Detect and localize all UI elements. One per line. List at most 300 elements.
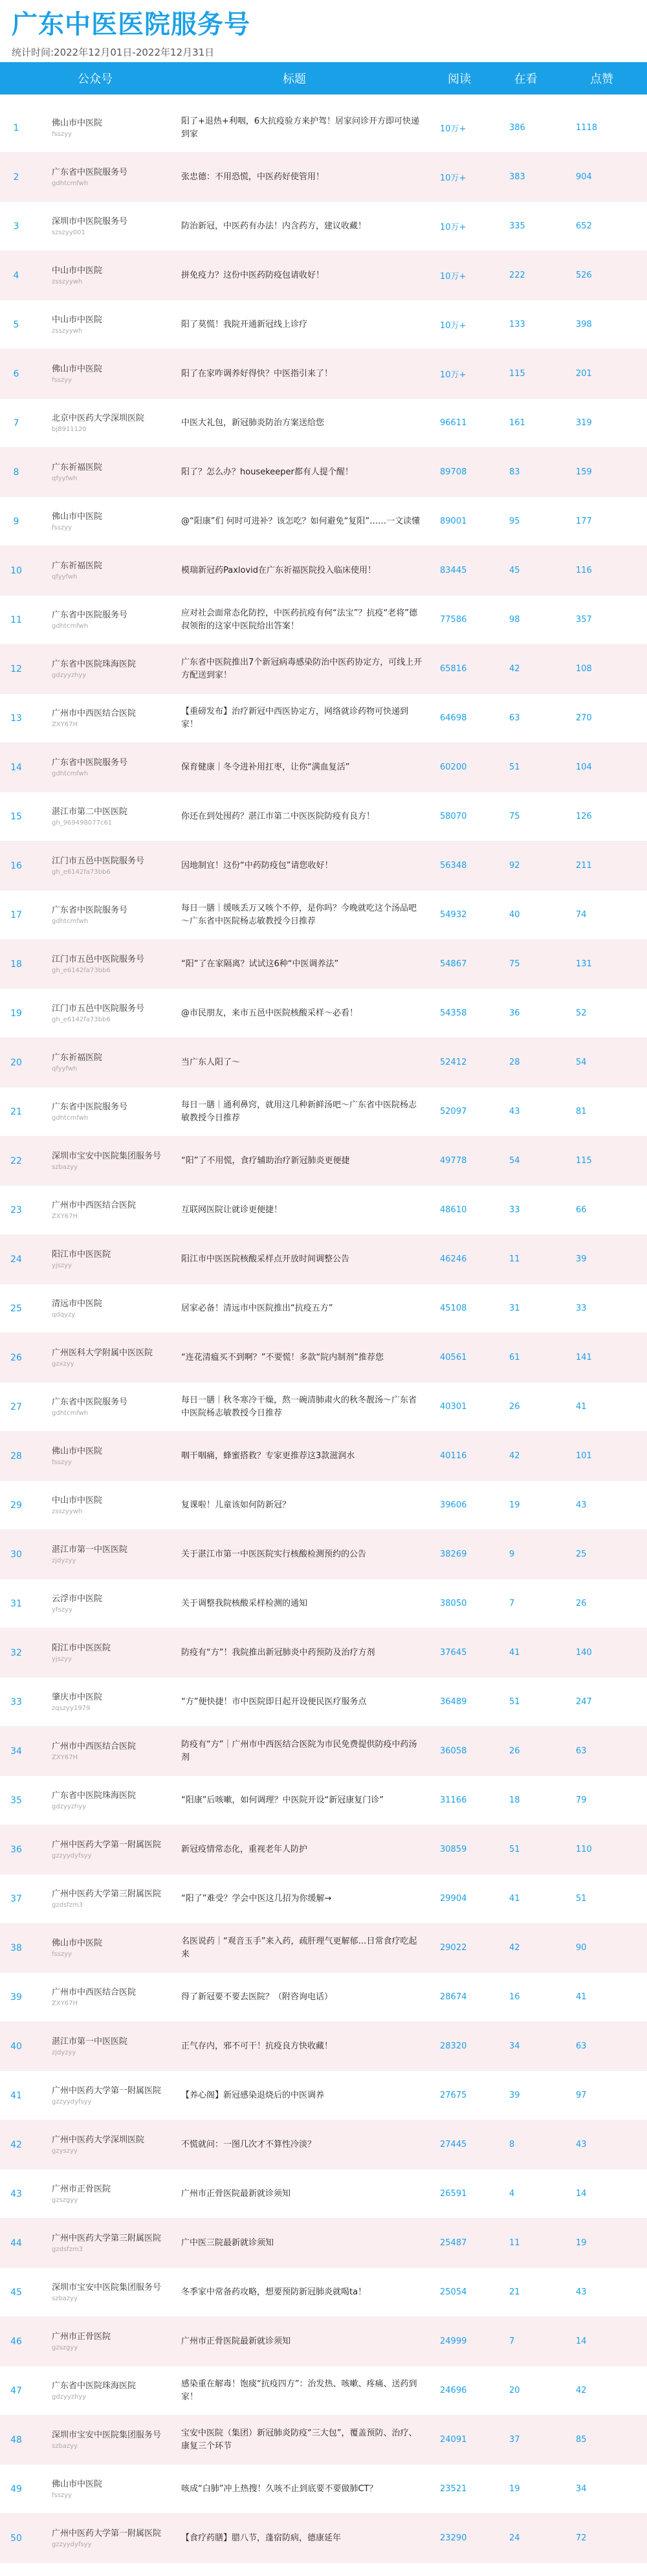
account-name[interactable]: 广东祈福医院 [52,1053,103,1063]
account-id: fsszyy [52,1459,72,1466]
account-cell [32,1692,165,1712]
looking-count: 4 [509,2189,515,2199]
account-cell [32,511,165,531]
looking-count: 24 [509,2533,520,2543]
article-title[interactable]: “阳”了不用慌，食疗辅助治疗新冠肺炎更便捷 [181,1155,350,1166]
row-index: 46 [10,2336,22,2347]
table-row [0,1284,647,1333]
account-cell [32,905,165,925]
row-index: 23 [10,1205,22,1216]
looking-count: 161 [509,418,525,428]
article-title[interactable]: 宝安中医院（集团）新冠肺炎防疫“三大包”，覆盖预防、治疗、康复三个环节 [181,2428,417,2451]
article-title[interactable]: 阳了莫慌！我院开通新冠线上诊疗 [181,319,308,329]
table-row [0,2268,647,2317]
like-count: 66 [576,1205,587,1215]
read-count: 10万+ [440,321,466,331]
read-count: 52097 [440,1107,467,1116]
account-name[interactable]: 广州医科大学附属中医医院 [52,1348,153,1358]
article-title[interactable]: 防疫有“方”｜广州市中西医结合医院为市民免费提供防疫中药汤剂 [181,1739,417,1762]
looking-count: 51 [509,762,520,772]
account-cell [32,2282,165,2302]
read-count: 54358 [440,1008,467,1018]
account-name[interactable]: 湛江市第一中医医院 [52,1545,128,1555]
row-index: 5 [13,319,19,330]
article-title[interactable]: 【养心阁】新冠感染退烧后的中医调养 [181,2090,325,2100]
account-name[interactable]: 广东省中医院服务号 [52,168,128,177]
article-title[interactable]: 名医说药｜“观音玉手”来入药，疏肝理气更解郁…日常食疗吃起来 [181,1936,417,1959]
like-count: 90 [576,1943,587,1953]
read-count: 64698 [440,713,467,723]
table-row [0,1481,647,1530]
article-title[interactable]: 复课啦！儿童该如何防新冠？ [181,1500,291,1510]
account-name[interactable]: 深圳市中医院服务号 [52,217,128,227]
like-count: 357 [576,615,592,625]
account-id: gdhtcmfwh [52,180,89,187]
account-name[interactable]: 佛山市中医院 [52,364,103,374]
table-row [0,2465,647,2514]
article-title[interactable]: 每日一膳｜缓咳丢万又咳个不停，是你吗？今晚就吃这个汤品吧～广东省中医院杨志敏教授今日推荐 [181,903,417,926]
table-row [0,2317,647,2366]
table-row [0,1678,647,1727]
like-count: 52 [576,1008,587,1018]
row-index: 3 [13,221,19,232]
account-name[interactable]: 深圳市宝安中医院集团服务号 [52,1151,162,1161]
like-count: 159 [576,467,592,477]
account-name[interactable]: 深圳市宝安中医院集团服务号 [52,2430,162,2440]
account-cell [32,561,165,581]
looking-count: 37 [509,2435,520,2445]
table-row [0,251,647,300]
row-index: 39 [10,1992,22,2003]
account-name[interactable]: 肇庆市中医院 [52,1693,103,1702]
article-title[interactable]: 因地制宜！这份“中药防疫包”请您收好！ [181,860,333,871]
account-cell [32,2135,165,2155]
article-title[interactable]: 张忠德：不用恐慌，中医药好使管用！ [181,172,325,182]
account-name[interactable]: 广东祈福医院 [52,463,103,472]
like-count: 115 [576,1156,592,1166]
row-index: 47 [10,2385,22,2396]
read-count: 10万+ [440,370,466,380]
looking-count: 42 [509,1451,520,1461]
article-title[interactable]: 咽干咽痛，蜂蜜搭救？专家更推荐这3款滋润水 [181,1450,355,1461]
looking-count: 7 [509,2337,515,2346]
account-name[interactable]: 阳江市中医医院 [52,1643,111,1653]
account-name[interactable]: 阳江市中医医院 [52,1250,111,1260]
account-name[interactable]: 广州中医药大学第三附属医院 [52,2234,162,2243]
account-id: zsszyywh [52,278,83,285]
account-id: qfyyfwh [52,573,78,581]
account-cell [32,1790,165,1810]
like-count: 25 [576,1549,587,1559]
account-cell [32,118,165,138]
row-index: 21 [10,1106,22,1117]
like-count: 101 [576,1451,592,1461]
account-cell [32,1102,165,1122]
looking-count: 8 [509,2140,515,2149]
like-count: 526 [576,271,592,280]
table-row [0,497,647,546]
account-cell [32,1938,165,1958]
row-index: 24 [10,1254,22,1265]
account-name[interactable]: 云浮市中医院 [52,1594,103,1604]
like-count: 131 [576,959,592,969]
article-title[interactable]: 模瑞新冠药Paxlovid在广东祈福医院投入临床使用！ [181,565,377,575]
looking-count: 26 [509,1402,520,1412]
account-id: gdzyyzhyy [52,1803,87,1810]
account-name[interactable]: 广东省中医院珠海医院 [52,2381,137,2391]
article-title[interactable]: 保育健康｜冬令进补用扛枣，让你“满血复活” [181,762,350,772]
like-count: 319 [576,418,592,428]
row-index: 14 [10,762,22,773]
table-row [0,1924,647,1973]
account-cell [32,1397,165,1417]
article-title[interactable]: 防疫有“方”！我院推出新冠肺炎中药预防及治疗方剂 [181,1647,375,1658]
account-cell [32,462,165,482]
table-row [0,2071,647,2120]
looking-count: 18 [509,1795,520,1805]
account-name[interactable]: 广东省中医院服务号 [52,610,128,620]
like-count: 74 [576,910,587,920]
article-title[interactable]: “方”便快捷！市中医院即日起开设便民医疗服务点 [181,1696,367,1707]
article-title[interactable]: 广东省中医院推出7个新冠病毒感染防治中医药协定方，可线上开方配送到家！ [181,657,422,680]
table-row [0,202,647,251]
header-account: 公众号 [78,72,113,86]
row-index: 7 [13,417,19,428]
account-id: gh_e6142fa73bb6 [52,967,111,974]
row-index: 22 [10,1155,22,1166]
looking-count: 75 [509,812,520,821]
read-count: 54867 [440,959,467,969]
account-name[interactable]: 广州中医药大学第一附属医院 [52,1840,162,1850]
row-index: 12 [10,663,22,674]
article-title[interactable]: 正气存内，邪不可干！抗疫良方快收藏！ [181,2041,333,2051]
article-title[interactable]: 阳了？怎么办？housekeeper都有人提个醒！ [181,467,353,477]
account-name[interactable]: 北京中医药大学深圳医院 [52,414,145,423]
read-count: 31166 [440,1795,467,1805]
account-name[interactable]: 广州市中西医结合医院 [52,1988,137,1997]
like-count: 140 [576,1648,592,1658]
account-cell [32,1446,165,1466]
account-name[interactable]: 佛山市中医院 [52,512,103,522]
article-title[interactable]: 【重磅发布】治疗新冠中西医协定方，网络就诊药物可快递到家！ [181,706,409,729]
article-title[interactable]: 关于调整我院核酸采样检测的通知 [181,1598,308,1608]
account-id: gh_969498077c61 [52,819,113,827]
account-id: qfyyfwh [52,475,78,482]
like-count: 39 [576,1254,587,1264]
account-id: gzzyydyfsyy [52,2541,92,2548]
like-count: 33 [576,1304,587,1313]
article-title[interactable]: 广州市正骨医院最新就诊须知 [181,2336,291,2346]
read-count: 28674 [440,1992,467,2002]
table-row [0,2415,647,2465]
account-cell [32,315,165,335]
account-cell [32,1544,165,1564]
row-index: 49 [10,2483,22,2494]
article-title[interactable]: 你还在到处囤药？湛江市第二中医医院防疫有良方！ [181,811,375,821]
read-count: 49778 [440,1156,467,1166]
table-row [0,645,647,694]
account-name[interactable]: 湛江市第一中医医院 [52,2037,128,2047]
looking-count: 45 [509,566,520,575]
account-cell [32,1839,165,1860]
article-title[interactable]: 冬季家中常备药攻略，想要预防新冠肺炎就喝ta！ [181,2287,367,2297]
like-count: 398 [576,320,592,329]
article-title[interactable]: 关于湛江市第一中医医院实行核酸检测预约的公告 [181,1549,367,1559]
account-id: gdzyyzhyy [52,2393,87,2401]
looking-count: 39 [509,2091,520,2100]
article-title[interactable]: 应对社会面常态化防控，中医药抗疫有何“法宝”？抗疫“老将”德叔领衔的这家中医院给出答案！ [181,608,417,631]
account-id: zsszyywh [52,1508,83,1515]
account-name[interactable]: 佛山市中医院 [52,2480,103,2489]
read-count: 29904 [440,1894,467,1904]
account-name[interactable]: 广州中医药大学第三附属医院 [52,1889,162,1899]
like-count: 110 [576,1845,592,1854]
account-name[interactable]: 广东省中医院服务号 [52,1102,128,1112]
read-count: 52412 [440,1058,467,1067]
article-title[interactable]: 新冠疫情常态化，重视老年人防护 [181,1844,308,1854]
account-cell [32,610,165,630]
account-id: fsszyy [52,377,72,384]
table-body [0,104,647,2563]
account-name[interactable]: 广州中医药大学深圳医院 [52,2135,145,2145]
row-index: 1 [13,122,19,133]
account-name[interactable]: 深圳市宝安中医院集团服务号 [52,2283,162,2293]
looking-count: 133 [509,320,525,329]
account-id: gzdsfzm3 [52,1902,83,1909]
article-title[interactable]: 广中医三院最新就诊须知 [181,2237,274,2248]
account-name[interactable]: 广州市中西医结合医院 [52,1201,137,1210]
read-count: 65816 [440,664,467,674]
account-name[interactable]: 中山市中医院 [52,315,103,325]
like-count: 43 [576,2287,587,2297]
table-row [0,104,647,153]
account-cell [32,757,165,777]
article-title[interactable]: 每日一膳｜通利鼻窍，就用这几种新鲜汤吧～广东省中医院杨志敏教授今日推荐 [181,1100,417,1123]
account-cell [32,1298,165,1318]
account-cell [32,1741,165,1761]
account-name[interactable]: 广州中医药大学第一附属医院 [52,2529,162,2538]
article-title[interactable]: 广州市正骨医院最新就诊须知 [181,2188,291,2199]
account-name[interactable]: 广州市中西医结合医院 [52,1742,137,1751]
table-row [0,891,647,940]
account-id: fsszyy [52,2492,72,2499]
like-count: 19 [576,2238,587,2248]
row-index: 17 [10,909,22,920]
row-index: 15 [10,811,22,822]
account-id: gzxzyy [52,1360,74,1368]
article-title[interactable]: @“阳康”们 何时可进补？该怎吃？如何避免“复阳”……一文读懂 [181,516,421,526]
row-index: 31 [10,1598,22,1609]
looking-count: 222 [509,271,525,280]
row-index: 9 [13,516,19,527]
looking-count: 75 [509,959,520,969]
account-id: fsszyy [52,524,72,531]
read-count: 38269 [440,1549,467,1559]
account-cell [32,1643,165,1663]
read-count: 89001 [440,516,467,526]
looking-count: 51 [509,1697,520,1707]
account-cell [32,1889,165,1909]
account-id: ZXY67H [52,1754,78,1761]
table-header [0,62,647,94]
account-name[interactable]: 江门市五邑中医院服务号 [52,856,145,866]
looking-count: 54 [509,1156,520,1166]
like-count: 247 [576,1697,592,1707]
account-name[interactable]: 广州市正骨医院 [52,2184,111,2194]
row-index: 2 [13,172,19,183]
account-name[interactable]: 佛山市中医院 [52,1938,103,1948]
article-title[interactable]: 当广东人阳了～ [181,1057,241,1067]
account-name[interactable]: 中山市中医院 [52,266,103,276]
table-row [0,153,647,202]
like-count: 79 [576,1795,587,1805]
report-header [0,0,647,62]
article-title[interactable]: 互联网医院让就诊更便捷！ [181,1205,283,1215]
article-title[interactable]: 【食疗药膳】腊八节，蓬宿防病，德康延年 [181,2533,342,2543]
table-row [0,1825,647,1874]
article-title[interactable]: 咳成“白肺”冲上热搜！久咳不止到底要不要做肺CT？ [181,2483,378,2494]
like-count: 14 [576,2189,587,2199]
article-title[interactable]: @市民朋友，来市五邑中医院核酸采样～必看！ [181,1008,358,1018]
account-name[interactable]: 佛山市中医院 [52,118,103,128]
account-cell [32,806,165,827]
row-index: 40 [10,2041,22,2052]
account-id: gdhtcmfwh [52,623,89,630]
article-title[interactable]: “连花清瘟买不到啊？”不要慌！多款“院内制剂”推荐您 [181,1352,384,1362]
account-name[interactable]: 江门市五邑中医院服务号 [52,1004,145,1014]
account-name[interactable]: 广东省中医院珠海医院 [52,1791,137,1801]
account-id: ZXY67H [52,2000,78,2007]
account-id: bj8911120 [52,426,87,433]
looking-count: 36 [509,1008,520,1018]
like-count: 116 [576,566,592,575]
row-index: 10 [10,565,22,576]
account-name[interactable]: 广东省中医院珠海医院 [52,660,137,669]
looking-count: 115 [509,369,525,379]
like-count: 652 [576,221,592,231]
like-count: 63 [576,2041,587,2051]
article-title[interactable]: “阳了”难受？学会中医这几招为你缓解→ [181,1893,332,1904]
account-name[interactable]: 广东省中医院服务号 [52,1397,128,1407]
account-id: gdzyyzhyy [52,672,87,679]
like-count: 72 [576,2533,587,2543]
row-index: 8 [13,467,19,478]
account-name[interactable]: 广东省中医院服务号 [52,905,128,915]
table-row [0,1038,647,1087]
row-index: 28 [10,1450,22,1461]
account-name[interactable]: 佛山市中医院 [52,1447,103,1456]
table-row [0,2170,647,2219]
read-count: 96611 [440,418,467,428]
article-title[interactable]: 得了新冠要不要去医院？（附咨询电话） [181,1992,333,2002]
account-cell [32,2381,165,2401]
account-name[interactable]: 广州市正骨医院 [52,2332,111,2342]
account-cell [32,2233,165,2253]
looking-count: 41 [509,1894,520,1904]
read-count: 23521 [440,2484,467,2494]
account-cell [32,1200,165,1220]
read-count: 25054 [440,2287,467,2297]
table-row [0,2219,647,2268]
row-index: 35 [10,1795,22,1806]
account-id: gh_e6142fa73bb6 [52,869,111,876]
read-count: 36489 [440,1697,467,1707]
account-name[interactable]: 广州市中西医结合医院 [52,709,137,718]
like-count: 26 [576,1599,587,1608]
row-index: 36 [10,1844,22,1855]
like-count: 126 [576,812,592,821]
article-title[interactable]: 中医大礼包，新冠肺炎防治方案送给您 [181,417,325,428]
row-index: 18 [10,959,22,970]
account-name[interactable]: 广州中医药大学第一附属医院 [52,2086,162,2096]
read-count: 89708 [440,467,467,477]
account-cell [32,1052,165,1072]
article-title[interactable]: 阳江市中医医院核酸采样点开放时间调整公告 [181,1254,350,1264]
table-row [0,1087,647,1137]
read-count: 58070 [440,812,467,821]
account-name[interactable]: 中山市中医院 [52,1496,103,1505]
read-count: 28320 [440,2041,467,2051]
article-title[interactable]: “阳”了在家隔离？试试这6种“中医调养法” [181,959,339,969]
article-title[interactable]: 不慌就问：一图几次才不算性冷淡？ [181,2139,316,2149]
table-row [0,1973,647,2022]
table-row [0,1530,647,1579]
account-id: zqszyy1979 [52,1705,91,1712]
like-count: 51 [576,1894,587,1904]
read-count: 83445 [440,566,467,575]
read-count: 24999 [440,2337,467,2346]
row-index: 37 [10,1893,22,1904]
table-row [0,448,647,497]
account-name[interactable]: 广东祈福医院 [52,561,103,571]
row-index: 19 [10,1008,22,1019]
article-title[interactable]: 感染重在解毒！饱痰“抗疫四方”：治发热、咳嗽、疼痛、送药到家！ [181,2379,417,2402]
looking-count: 92 [509,861,520,871]
row-index: 42 [10,2139,22,2150]
article-title[interactable]: 防治新冠，中医药有办法！内含药方，建议收藏！ [181,221,367,231]
read-count: 45108 [440,1304,467,1313]
like-count: 270 [576,713,592,723]
article-title[interactable]: 阳了在家咋调养好得快？中医指引来了！ [181,368,333,379]
account-cell [32,167,165,187]
account-name[interactable]: 广东省中医院服务号 [52,758,128,768]
read-count: 30859 [440,1845,467,1854]
table-row [0,1776,647,1825]
row-index: 6 [13,368,19,379]
like-count: 41 [576,1402,587,1412]
article-title[interactable]: 阳了+退热+利咽，6大抗疫验方来护驾！居家问诊开方即可快递到家 [181,116,420,139]
looking-count: 7 [509,1599,515,1608]
account-name[interactable]: 江门市五邑中医院服务号 [52,955,145,964]
article-title[interactable]: “阳康”后咳嗽，如何调理？中医院开设“新冠康复门诊” [181,1795,384,1805]
read-count: 40116 [440,1451,467,1461]
row-index: 27 [10,1401,22,1412]
account-cell [32,1593,165,1614]
article-title[interactable]: 居家必备！清远市中医院推出“抗疫五方” [181,1303,333,1313]
table-row [0,2514,647,2563]
row-index: 32 [10,1647,22,1658]
table-row [0,1382,647,1432]
account-id: gzzyydyfsyy [52,2098,92,2105]
looking-count: 42 [509,1943,520,1953]
article-title[interactable]: 拼免疫力？这份中医药防疫包请收好！ [181,270,325,280]
account-name[interactable]: 清远市中医院 [52,1299,103,1309]
row-index: 33 [10,1696,22,1707]
table-row [0,300,647,350]
account-cell [32,2036,165,2056]
article-title[interactable]: 每日一膳｜秋冬寒冷干燥，熬一碗清肺肃火的秋冬靓汤～广东省中医院杨志敏教授今日推荐 [181,1395,417,1418]
account-name[interactable]: 湛江市第二中医医院 [52,807,128,817]
